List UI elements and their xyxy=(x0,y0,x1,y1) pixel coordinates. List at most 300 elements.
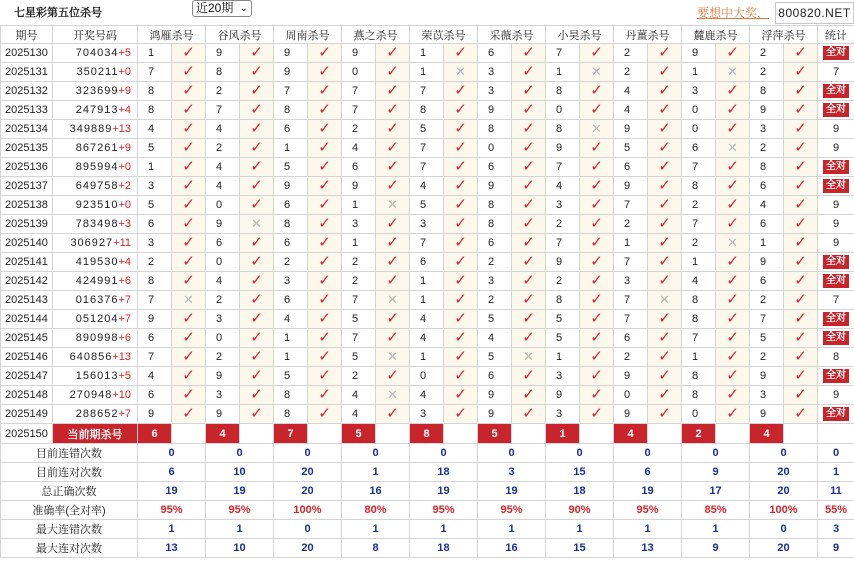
check-icon: ✓ xyxy=(444,405,478,424)
kill-pick: 6 xyxy=(274,196,308,215)
cross-icon: ✕ xyxy=(512,348,546,367)
kill-pick: 7 xyxy=(342,101,376,120)
kill-pick: 2 xyxy=(274,253,308,272)
kill-pick: 8 xyxy=(478,196,512,215)
table-row xyxy=(1,120,854,139)
check-icon: ✓ xyxy=(240,177,274,196)
check-icon: ✓ xyxy=(512,329,546,348)
header-expert[interactable]: 谷风杀号 xyxy=(206,26,274,44)
cross-icon: ✕ xyxy=(716,234,750,253)
check-icon: ✓ xyxy=(172,310,206,329)
summary-value: 20 xyxy=(750,482,818,501)
current-row xyxy=(1,424,854,444)
check-icon: ✓ xyxy=(240,329,274,348)
kill-pick: 8 xyxy=(206,63,240,82)
kill-pick: 7 xyxy=(410,158,444,177)
check-icon: ✓ xyxy=(172,234,206,253)
check-icon: ✓ xyxy=(444,291,478,310)
draw-sum: +11 xyxy=(113,237,131,249)
check-icon: ✓ xyxy=(376,272,410,291)
summary-value: 95% xyxy=(410,501,478,520)
check-icon: ✓ xyxy=(716,196,750,215)
check-icon: ✓ xyxy=(308,272,342,291)
kill-pick: 9 xyxy=(750,367,784,386)
current-blank xyxy=(512,424,546,444)
check-icon: ✓ xyxy=(376,63,410,82)
draw-number xyxy=(53,367,138,386)
kill-pick: 2 xyxy=(750,348,784,367)
check-icon: ✓ xyxy=(648,348,682,367)
kill-pick: 1 xyxy=(682,348,716,367)
summary-value: 20 xyxy=(274,539,342,558)
kill-pick: 1 xyxy=(410,291,444,310)
check-icon: ✓ xyxy=(512,215,546,234)
summary-value: 1 xyxy=(342,463,410,482)
check-icon: ✓ xyxy=(172,101,206,120)
check-icon: ✓ xyxy=(172,272,206,291)
check-icon: ✓ xyxy=(444,329,478,348)
kill-pick: 8 xyxy=(750,158,784,177)
kill-pick: 9 xyxy=(206,44,240,63)
check-icon: ✓ xyxy=(580,215,614,234)
kill-pick: 5 xyxy=(410,120,444,139)
kill-pick: 0 xyxy=(206,329,240,348)
draw-sum: +5 xyxy=(118,47,131,59)
kill-pick: 8 xyxy=(682,177,716,196)
kill-pick: 2 xyxy=(750,291,784,310)
draw-number xyxy=(53,291,138,310)
check-icon: ✓ xyxy=(648,82,682,101)
draw-number xyxy=(53,329,138,348)
kill-pick: 4 xyxy=(206,177,240,196)
summary-value: 1 xyxy=(546,520,614,539)
row-stat: 9 xyxy=(818,139,854,158)
draw-sum: +7 xyxy=(118,294,131,306)
summary-value: 1 xyxy=(410,520,478,539)
check-icon: ✓ xyxy=(648,310,682,329)
check-icon: ✓ xyxy=(716,215,750,234)
kill-pick: 7 xyxy=(342,291,376,310)
kill-pick: 2 xyxy=(206,291,240,310)
summary-value: 15 xyxy=(546,463,614,482)
draw-number xyxy=(53,63,138,82)
check-icon: ✓ xyxy=(784,367,818,386)
kill-pick: 7 xyxy=(410,139,444,158)
header-expert[interactable]: 浮萍杀号 xyxy=(750,26,818,44)
kill-pick: 9 xyxy=(342,44,376,63)
check-icon: ✓ xyxy=(648,120,682,139)
current-blank xyxy=(444,424,478,444)
summary-label: 准确率(全对率) xyxy=(1,501,138,520)
check-icon: ✓ xyxy=(580,101,614,120)
kill-pick: 4 xyxy=(206,120,240,139)
summary-value: 0 xyxy=(274,520,342,539)
kill-pick: 2 xyxy=(342,272,376,291)
kill-pick: 2 xyxy=(546,272,580,291)
kill-pick: 3 xyxy=(546,196,580,215)
row-stat: 7 xyxy=(818,63,854,82)
summary-value: 10 xyxy=(206,463,274,482)
check-icon: ✓ xyxy=(444,386,478,405)
check-icon: ✓ xyxy=(240,253,274,272)
header-expert[interactable]: 周南杀号 xyxy=(274,26,342,44)
check-icon: ✓ xyxy=(648,139,682,158)
check-icon: ✓ xyxy=(512,158,546,177)
row-stat: 7 xyxy=(818,291,854,310)
kill-pick: 9 xyxy=(206,405,240,424)
issue-number: 2025135 xyxy=(1,139,53,158)
cross-icon: ✕ xyxy=(376,196,410,215)
draw-number xyxy=(53,101,138,120)
kill-pick: 8 xyxy=(682,386,716,405)
current-pick: 1 xyxy=(546,424,580,444)
kill-pick: 2 xyxy=(614,215,648,234)
check-icon: ✓ xyxy=(648,44,682,63)
check-icon: ✓ xyxy=(512,139,546,158)
page-title: 七星彩第五位杀号 xyxy=(14,7,102,19)
check-icon: ✓ xyxy=(580,158,614,177)
kill-pick: 4 xyxy=(206,158,240,177)
summary-value: 13 xyxy=(614,539,682,558)
kill-pick: 1 xyxy=(410,272,444,291)
kill-pick: 8 xyxy=(138,272,172,291)
kill-pick: 8 xyxy=(478,215,512,234)
kill-pick: 3 xyxy=(478,82,512,101)
check-icon: ✓ xyxy=(716,272,750,291)
check-icon: ✓ xyxy=(512,367,546,386)
draw-digits: 783498 xyxy=(75,218,119,230)
check-icon: ✓ xyxy=(512,234,546,253)
kill-pick: 2 xyxy=(614,348,648,367)
check-icon: ✓ xyxy=(784,139,818,158)
kill-pick: 8 xyxy=(274,405,308,424)
summary-value: 16 xyxy=(342,482,410,501)
kill-pick: 1 xyxy=(274,329,308,348)
kill-pick: 6 xyxy=(138,386,172,405)
check-icon: ✓ xyxy=(512,291,546,310)
draw-sum: +10 xyxy=(112,389,131,401)
draw-sum: +0 xyxy=(118,161,131,173)
kill-pick: 6 xyxy=(614,329,648,348)
summary-value: 0 xyxy=(478,444,546,463)
row-stat xyxy=(818,101,854,120)
draw-number xyxy=(53,234,138,253)
kill-pick: 6 xyxy=(138,215,172,234)
kill-pick: 2 xyxy=(750,139,784,158)
summary-stat: 11 xyxy=(818,482,854,501)
draw-digits: 890998 xyxy=(75,332,119,344)
row-stat xyxy=(818,272,854,291)
check-icon: ✓ xyxy=(580,44,614,63)
kill-pick: 5 xyxy=(342,348,376,367)
summary-row xyxy=(1,482,854,501)
kill-pick: 5 xyxy=(274,158,308,177)
kill-pick: 9 xyxy=(274,44,308,63)
check-icon: ✓ xyxy=(172,367,206,386)
kill-pick: 7 xyxy=(546,158,580,177)
check-icon: ✓ xyxy=(444,158,478,177)
kill-pick: 8 xyxy=(682,367,716,386)
current-blank xyxy=(784,424,818,444)
kill-pick: 6 xyxy=(478,234,512,253)
kill-pick: 9 xyxy=(206,215,240,234)
check-icon: ✓ xyxy=(716,348,750,367)
summary-value: 85% xyxy=(682,501,750,520)
check-icon: ✓ xyxy=(580,272,614,291)
check-icon: ✓ xyxy=(716,120,750,139)
check-icon: ✓ xyxy=(308,348,342,367)
kill-pick: 6 xyxy=(478,158,512,177)
draw-sum: +6 xyxy=(118,275,131,287)
current-pick: 7 xyxy=(274,424,308,444)
kill-pick: 2 xyxy=(682,196,716,215)
kill-pick: 9 xyxy=(274,177,308,196)
current-pick: 2 xyxy=(682,424,716,444)
current-blank xyxy=(240,424,274,444)
cross-icon: ✕ xyxy=(716,63,750,82)
check-icon: ✓ xyxy=(784,101,818,120)
cross-icon: ✕ xyxy=(648,291,682,310)
kill-pick: 1 xyxy=(546,348,580,367)
current-blank xyxy=(716,424,750,444)
kill-pick: 9 xyxy=(478,386,512,405)
summary-value: 20 xyxy=(750,463,818,482)
all-right-badge: 全对 xyxy=(823,255,849,269)
check-icon: ✓ xyxy=(308,234,342,253)
draw-digits: 323699 xyxy=(75,85,119,97)
kill-pick: 8 xyxy=(682,291,716,310)
draw-sum: +3 xyxy=(118,218,131,230)
summary-stat: 0 xyxy=(818,444,854,463)
draw-digits: 923510 xyxy=(75,199,119,211)
check-icon: ✓ xyxy=(240,367,274,386)
check-icon: ✓ xyxy=(444,196,478,215)
summary-value: 13 xyxy=(138,539,206,558)
kill-pick: 3 xyxy=(410,405,444,424)
kill-pick: 9 xyxy=(614,367,648,386)
kill-pick: 7 xyxy=(342,329,376,348)
check-icon: ✓ xyxy=(172,139,206,158)
table-row xyxy=(1,215,854,234)
table-body xyxy=(1,44,854,558)
kill-pick: 2 xyxy=(546,215,580,234)
check-icon: ✓ xyxy=(172,253,206,272)
draw-digits: 895994 xyxy=(75,161,119,173)
summary-row xyxy=(1,463,854,482)
header-expert[interactable]: 麓鹿杀号 xyxy=(682,26,750,44)
check-icon: ✓ xyxy=(512,253,546,272)
check-icon: ✓ xyxy=(172,63,206,82)
row-stat xyxy=(818,82,854,101)
header-expert[interactable]: 荣苡杀号 xyxy=(410,26,478,44)
draw-digits: 306927 xyxy=(70,237,114,249)
check-icon: ✓ xyxy=(308,82,342,101)
kill-pick: 7 xyxy=(682,215,716,234)
kill-pick: 4 xyxy=(206,272,240,291)
check-icon: ✓ xyxy=(512,196,546,215)
issue-number: 2025140 xyxy=(1,234,53,253)
all-right-badge: 全对 xyxy=(823,103,849,117)
kill-pick: 7 xyxy=(410,234,444,253)
kill-pick: 9 xyxy=(546,386,580,405)
kill-pick: 7 xyxy=(410,82,444,101)
period-select[interactable] xyxy=(192,0,252,17)
draw-number xyxy=(53,44,138,63)
row-stat xyxy=(818,367,854,386)
check-icon: ✓ xyxy=(784,329,818,348)
check-icon: ✓ xyxy=(240,405,274,424)
kill-pick: 4 xyxy=(478,329,512,348)
kill-pick: 4 xyxy=(614,101,648,120)
kill-pick: 9 xyxy=(682,44,716,63)
summary-value: 0 xyxy=(546,444,614,463)
check-icon: ✓ xyxy=(444,177,478,196)
check-icon: ✓ xyxy=(444,44,478,63)
kill-pick: 9 xyxy=(614,405,648,424)
check-icon: ✓ xyxy=(580,291,614,310)
kill-pick: 5 xyxy=(614,139,648,158)
summary-value: 19 xyxy=(206,482,274,501)
check-icon: ✓ xyxy=(240,82,274,101)
table-row xyxy=(1,63,854,82)
kill-pick: 6 xyxy=(614,158,648,177)
kill-pick: 3 xyxy=(274,272,308,291)
check-icon: ✓ xyxy=(376,215,410,234)
header-stat: 统计 xyxy=(818,26,854,44)
kill-pick: 3 xyxy=(138,177,172,196)
table-row xyxy=(1,367,854,386)
kill-pick: 0 xyxy=(682,405,716,424)
kill-pick: 8 xyxy=(410,101,444,120)
kill-pick: 7 xyxy=(682,329,716,348)
check-icon: ✓ xyxy=(784,215,818,234)
current-stat xyxy=(818,424,854,444)
kill-pick: 5 xyxy=(546,329,580,348)
draw-digits: 288652 xyxy=(75,408,119,420)
check-icon: ✓ xyxy=(648,405,682,424)
summary-value: 0 xyxy=(274,444,342,463)
check-icon: ✓ xyxy=(580,234,614,253)
table-row xyxy=(1,177,854,196)
check-icon: ✓ xyxy=(580,367,614,386)
check-icon: ✓ xyxy=(512,405,546,424)
kill-pick: 8 xyxy=(274,386,308,405)
kill-pick: 9 xyxy=(546,253,580,272)
kill-pick: 0 xyxy=(478,139,512,158)
table-row xyxy=(1,405,854,424)
summary-value: 19 xyxy=(478,482,546,501)
row-stat xyxy=(818,405,854,424)
draw-number xyxy=(53,386,138,405)
kill-pick: 1 xyxy=(274,139,308,158)
table-row xyxy=(1,82,854,101)
kill-pick: 1 xyxy=(546,63,580,82)
header-draw: 开奖号码 xyxy=(53,26,138,44)
check-icon: ✓ xyxy=(308,63,342,82)
check-icon: ✓ xyxy=(308,329,342,348)
kill-pick: 6 xyxy=(206,234,240,253)
table-row xyxy=(1,329,854,348)
table-row xyxy=(1,196,854,215)
check-icon: ✓ xyxy=(172,348,206,367)
kill-pick: 9 xyxy=(614,120,648,139)
issue-number: 2025143 xyxy=(1,291,53,310)
draw-digits: 419530 xyxy=(75,256,119,268)
kill-pick: 2 xyxy=(750,63,784,82)
all-right-badge: 全对 xyxy=(823,331,849,345)
check-icon: ✓ xyxy=(240,63,274,82)
summary-label: 最大连错次数 xyxy=(1,520,138,539)
draw-sum: +0 xyxy=(118,66,131,78)
kill-pick: 8 xyxy=(138,82,172,101)
draw-digits: 270948 xyxy=(69,389,113,401)
summary-value: 0 xyxy=(138,444,206,463)
kill-pick: 3 xyxy=(546,367,580,386)
check-icon: ✓ xyxy=(308,177,342,196)
check-icon: ✓ xyxy=(716,405,750,424)
draw-number xyxy=(53,272,138,291)
summary-value: 100% xyxy=(274,501,342,520)
header-expert[interactable]: 采薇杀号 xyxy=(478,26,546,44)
check-icon: ✓ xyxy=(444,120,478,139)
draw-number xyxy=(53,177,138,196)
promo-link[interactable]: 要想中大奖， xyxy=(697,6,770,20)
table-row xyxy=(1,272,854,291)
check-icon: ✓ xyxy=(376,405,410,424)
check-icon: ✓ xyxy=(716,44,750,63)
kill-pick: 1 xyxy=(342,234,376,253)
draw-digits: 247913 xyxy=(75,104,119,116)
summary-stat: 55% xyxy=(818,501,854,520)
kill-pick: 4 xyxy=(410,310,444,329)
issue-number: 2025136 xyxy=(1,158,53,177)
draw-digits: 016376 xyxy=(75,294,119,306)
summary-value: 1 xyxy=(342,520,410,539)
kill-pick: 3 xyxy=(750,120,784,139)
summary-value: 80% xyxy=(342,501,410,520)
check-icon: ✓ xyxy=(512,101,546,120)
summary-value: 6 xyxy=(138,463,206,482)
table-row xyxy=(1,139,854,158)
draw-sum: +6 xyxy=(118,332,131,344)
header-expert[interactable]: 燕之杀号 xyxy=(342,26,410,44)
check-icon: ✓ xyxy=(580,82,614,101)
kill-pick: 9 xyxy=(750,101,784,120)
table-row xyxy=(1,386,854,405)
row-stat xyxy=(818,177,854,196)
summary-value: 95% xyxy=(614,501,682,520)
check-icon: ✓ xyxy=(784,348,818,367)
kill-pick: 0 xyxy=(682,101,716,120)
summary-value: 0 xyxy=(682,444,750,463)
header-expert[interactable]: 小昊杀号 xyxy=(546,26,614,44)
check-icon: ✓ xyxy=(512,310,546,329)
kill-pick: 9 xyxy=(342,177,376,196)
row-stat xyxy=(818,158,854,177)
row-stat xyxy=(818,44,854,63)
header-expert[interactable]: 鸿雁杀号 xyxy=(138,26,206,44)
kill-pick: 2 xyxy=(614,63,648,82)
site-badge[interactable]: 800820.NET xyxy=(775,2,854,24)
all-right-badge: 全对 xyxy=(823,160,849,174)
check-icon: ✓ xyxy=(308,139,342,158)
check-icon: ✓ xyxy=(716,177,750,196)
cross-icon: ✕ xyxy=(580,63,614,82)
draw-number xyxy=(53,348,138,367)
kill-pick: 4 xyxy=(138,367,172,386)
check-icon: ✓ xyxy=(240,234,274,253)
header-expert[interactable]: 丹薑杀号 xyxy=(614,26,682,44)
